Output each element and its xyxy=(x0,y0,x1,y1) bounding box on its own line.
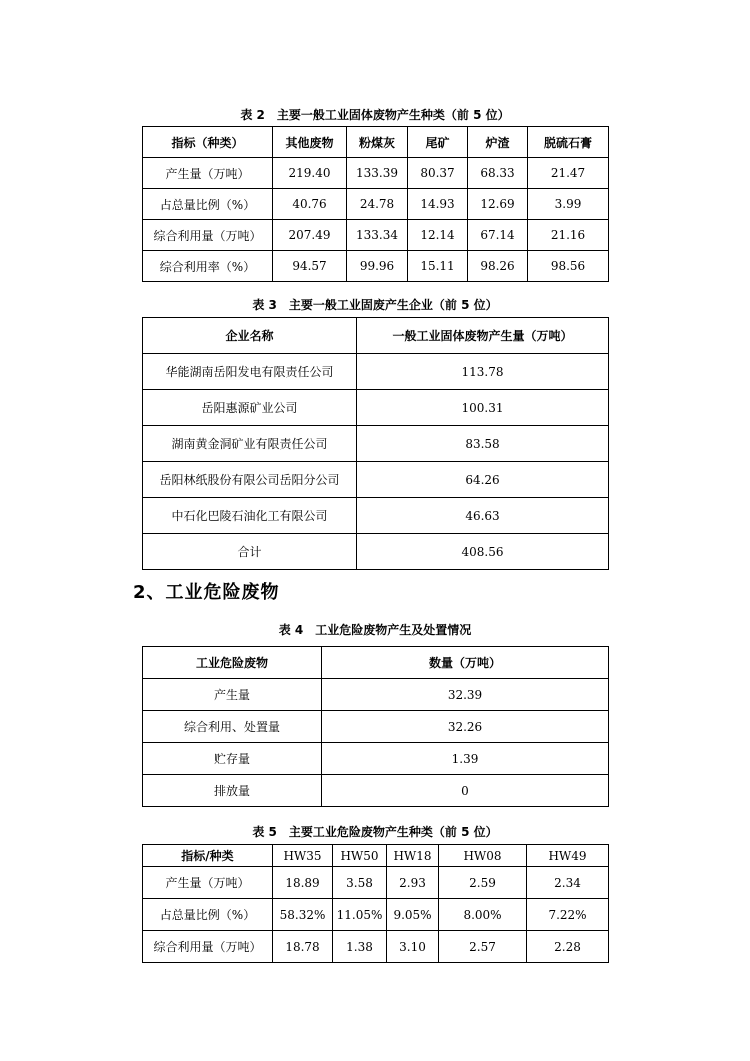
table-cell: 46.63 xyxy=(357,498,609,534)
table-cell: 219.40 xyxy=(273,158,347,189)
table-cell: 综合利用量（万吨） xyxy=(143,220,273,251)
table-cell: 133.34 xyxy=(347,220,408,251)
table-cell: 21.16 xyxy=(528,220,609,251)
section-heading: 2、工业危险废物 xyxy=(133,582,280,603)
table-cell: 湖南黄金洞矿业有限责任公司 xyxy=(143,426,357,462)
table-cell: 67.14 xyxy=(468,220,528,251)
table-row xyxy=(143,158,609,189)
table-cell: 2.57 xyxy=(439,931,527,963)
table-cell: 2.93 xyxy=(387,867,439,899)
table-cell: 24.78 xyxy=(347,189,408,220)
table-cell: 80.37 xyxy=(408,158,468,189)
table-cell: 21.47 xyxy=(528,158,609,189)
table-cell: 68.33 xyxy=(468,158,528,189)
table-cell: 12.14 xyxy=(408,220,468,251)
table3-caption: 表 3 主要一般工业固废产生企业（前 5 位） xyxy=(252,298,498,312)
table-row xyxy=(143,220,609,251)
table-cell: 贮存量 xyxy=(143,743,322,775)
table-row xyxy=(143,426,609,462)
table2-header-row xyxy=(143,127,609,158)
table-cell: 岳阳林纸股份有限公司岳阳分公司 xyxy=(143,462,357,498)
table5-header-hw49: HW49 xyxy=(527,845,609,867)
table4-header-row xyxy=(143,647,609,679)
table5-header-hw50: HW50 xyxy=(333,845,387,867)
table-row xyxy=(143,498,609,534)
table-cell: 2.28 xyxy=(527,931,609,963)
table-row xyxy=(143,354,609,390)
table-row xyxy=(143,743,609,775)
table5-header-row xyxy=(143,845,609,867)
table-cell: 占总量比例（%） xyxy=(143,189,273,220)
table-cell: 18.78 xyxy=(273,931,333,963)
table-row xyxy=(143,775,609,807)
table-cell: 岳阳惠源矿业公司 xyxy=(143,390,357,426)
table-cell: 0 xyxy=(322,775,609,807)
table5-header-indicator: 指标/种类 xyxy=(143,845,273,867)
table-row xyxy=(143,390,609,426)
table-cell: 12.69 xyxy=(468,189,528,220)
table-cell: 综合利用、处置量 xyxy=(143,711,322,743)
table2-header-indicator: 指标（种类） xyxy=(143,127,273,158)
table-row xyxy=(143,534,609,570)
table-cell: 7.22% xyxy=(527,899,609,931)
table5 xyxy=(142,844,609,963)
table-cell: 产生量（万吨） xyxy=(143,867,273,899)
table-cell: 11.05% xyxy=(333,899,387,931)
table-cell: 100.31 xyxy=(357,390,609,426)
table2-header-tailings: 尾矿 xyxy=(408,127,468,158)
table-cell: 中石化巴陵石油化工有限公司 xyxy=(143,498,357,534)
table-cell: 98.26 xyxy=(468,251,528,282)
table-cell: 83.58 xyxy=(357,426,609,462)
table-cell: 8.00% xyxy=(439,899,527,931)
table-cell: 综合利用量（万吨） xyxy=(143,931,273,963)
table2-caption: 表 2 主要一般工业固体废物产生种类（前 5 位） xyxy=(240,108,510,122)
table-cell: 14.93 xyxy=(408,189,468,220)
table-row xyxy=(143,899,609,931)
table2-header-other-waste: 其他废物 xyxy=(273,127,347,158)
table2 xyxy=(142,126,609,282)
table5-caption: 表 5 主要工业危险废物产生种类（前 5 位） xyxy=(252,825,498,839)
table-cell: 98.56 xyxy=(528,251,609,282)
table-cell: 32.39 xyxy=(322,679,609,711)
table-row xyxy=(143,251,609,282)
table2-header-slag: 炉渣 xyxy=(468,127,528,158)
table-cell: 207.49 xyxy=(273,220,347,251)
table-row xyxy=(143,679,609,711)
table-cell: 133.39 xyxy=(347,158,408,189)
table-cell: 2.59 xyxy=(439,867,527,899)
table-cell: 94.57 xyxy=(273,251,347,282)
table-cell: 占总量比例（%） xyxy=(143,899,273,931)
table-cell: 综合利用率（%） xyxy=(143,251,273,282)
table-cell: 9.05% xyxy=(387,899,439,931)
table-cell: 2.34 xyxy=(527,867,609,899)
table-cell: 113.78 xyxy=(357,354,609,390)
table2-header-gypsum: 脱硫石膏 xyxy=(528,127,609,158)
table-cell: 58.32% xyxy=(273,899,333,931)
table-cell: 合计 xyxy=(143,534,357,570)
table5-header-hw35: HW35 xyxy=(273,845,333,867)
table-cell: 64.26 xyxy=(357,462,609,498)
table-cell: 华能湖南岳阳发电有限责任公司 xyxy=(143,354,357,390)
table4 xyxy=(142,646,609,807)
table-cell: 产生量 xyxy=(143,679,322,711)
table-cell: 408.56 xyxy=(357,534,609,570)
table3-header-amount: 一般工业固体废物产生量（万吨） xyxy=(357,318,609,354)
table-cell: 18.89 xyxy=(273,867,333,899)
table-row xyxy=(143,867,609,899)
table-cell: 99.96 xyxy=(347,251,408,282)
table-cell: 1.39 xyxy=(322,743,609,775)
table-cell: 产生量（万吨） xyxy=(143,158,273,189)
table4-caption: 表 4 工业危险废物产生及处置情况 xyxy=(278,623,472,637)
table-row xyxy=(143,189,609,220)
table5-header-hw18: HW18 xyxy=(387,845,439,867)
table3-header-row xyxy=(143,318,609,354)
table-row xyxy=(143,711,609,743)
table-cell: 排放量 xyxy=(143,775,322,807)
table-cell: 15.11 xyxy=(408,251,468,282)
table-row xyxy=(143,462,609,498)
table-cell: 3.10 xyxy=(387,931,439,963)
table-cell: 3.58 xyxy=(333,867,387,899)
table-cell: 3.99 xyxy=(528,189,609,220)
table3 xyxy=(142,317,609,570)
table3-header-company: 企业名称 xyxy=(143,318,357,354)
table4-header-waste: 工业危险废物 xyxy=(143,647,322,679)
table5-header-hw08: HW08 xyxy=(439,845,527,867)
table-cell: 1.38 xyxy=(333,931,387,963)
table-cell: 40.76 xyxy=(273,189,347,220)
table4-header-quantity: 数量（万吨） xyxy=(322,647,609,679)
table2-header-fly-ash: 粉煤灰 xyxy=(347,127,408,158)
table-cell: 32.26 xyxy=(322,711,609,743)
table-row xyxy=(143,931,609,963)
